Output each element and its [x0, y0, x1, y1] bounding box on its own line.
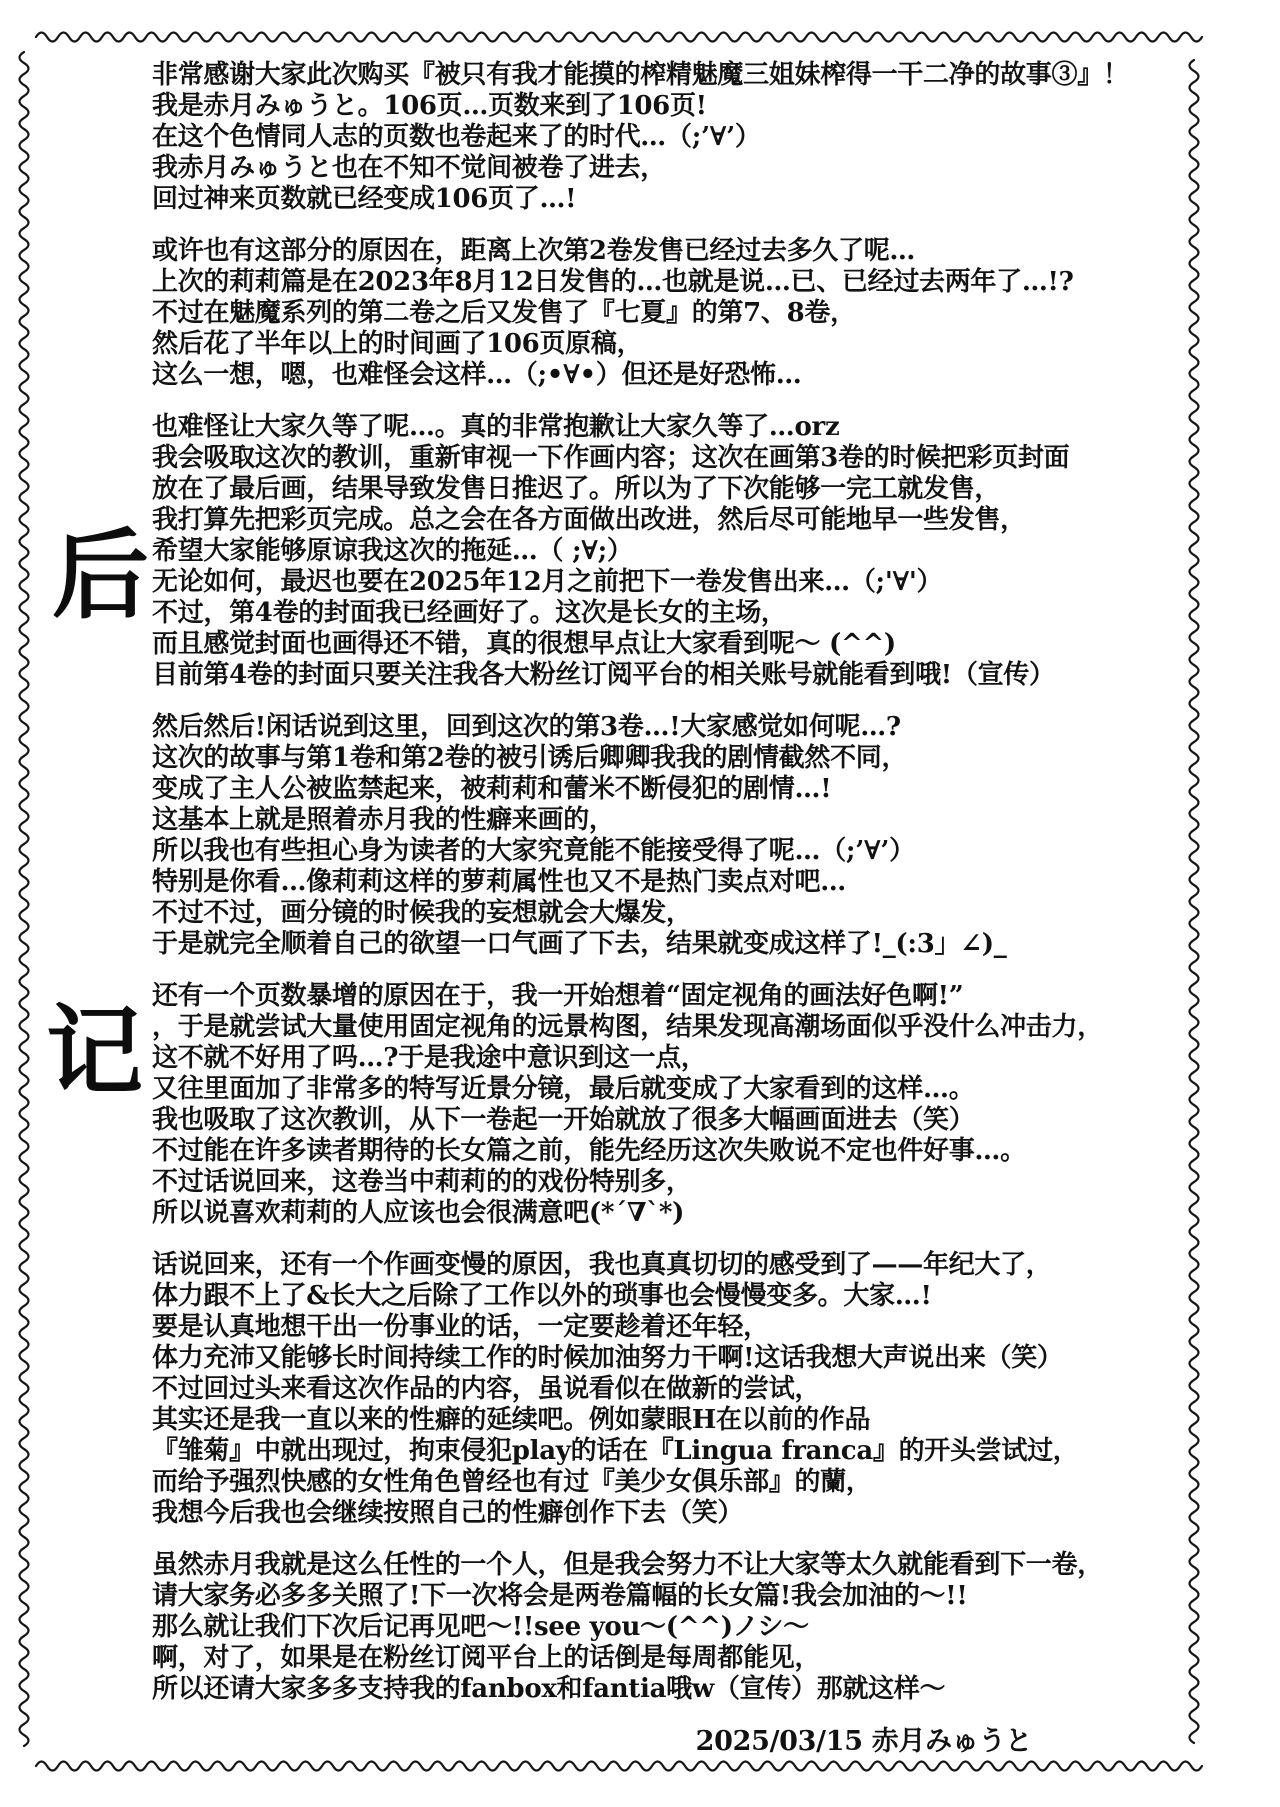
- afterword-body: [152, 60, 1164, 1757]
- text-line: 其实还是我一直以来的性癖的延续吧。例如蒙眼H在以前的作品: [152, 1405, 871, 1435]
- text-line: 而且感觉封面也画得还不错，真的很想早点让大家看到呢～ (^^): [152, 629, 896, 659]
- afterword-title-char-top: 后: [52, 518, 149, 632]
- text-line: 体力充沛又能够长时间持续工作的时候加油努力干啊!这话我想大声说出来（笑）: [152, 1343, 1063, 1373]
- text-line: 这不就不好用了吗…?于是我途中意识到这一点，: [152, 1043, 707, 1073]
- afterword-title-char-bottom: 记: [46, 994, 143, 1108]
- text-line: 这基本上就是照着赤月我的性癖来画的，: [152, 805, 615, 835]
- paragraph: [152, 412, 1164, 691]
- text-line: 我是赤月みゅうと。106页…页数来到了106页!: [152, 91, 707, 121]
- text-line: 不过话说回来，这卷当中莉莉的的戏份特别多，: [152, 1167, 692, 1197]
- text-line: 我赤月みゅうと也在不知不觉间被卷了进去，: [152, 153, 667, 183]
- text-line: 虽然赤月我就是这么任性的一个人，但是我会努力不让大家等太久就能看到下一卷，: [152, 1550, 1103, 1580]
- text-line: 『雏菊』中就出现过，拘束侵犯play的话在『Lingua franca』的开头尝试过，: [152, 1436, 1079, 1466]
- paragraph: [152, 981, 1164, 1229]
- text-line: 目前第4卷的封面只要关注我各大粉丝订阅平台的相关账号就能看到哦!（宣传）: [152, 660, 1055, 690]
- text-line: 这么一想，嗯，也难怪会这样…（;•∀•）但还是好恐怖…: [152, 360, 802, 390]
- text-line: 不过不过，画分镜的时候我的妄想就会大爆发，: [152, 898, 692, 928]
- text-line: 我会吸取这次的教训，重新审视一下作画内容；这次在画第3卷的时候把彩页封面: [152, 443, 1070, 473]
- border-left-wave: [18, 52, 30, 1750]
- text-line: 希望大家能够原谅我这次的拖延…（ ;∀;）: [152, 536, 633, 566]
- text-line: 非常感谢大家此次购买『被只有我才能摸的榨精魅魔三姐妹榨得一干二净的故事③』！: [152, 60, 1129, 90]
- text-line: 还有一个页数暴增的原因在于，我一开始想着“固定视角的画法好色啊!”: [152, 981, 964, 1011]
- text-line: 所以还请大家多多支持我的fanbox和fantia哦w（宣传）那就这样～: [152, 1674, 946, 1704]
- text-line: 变成了主人公被监禁起来，被莉莉和蕾米不断侵犯的剧情…!: [152, 774, 832, 804]
- text-line: 也难怪让大家久等了呢…。真的非常抱歉让大家久等了…orz: [152, 412, 840, 442]
- text-line: 然后然后!闲话说到这里，回到这次的第3卷…!大家感觉如何呢…?: [152, 712, 901, 742]
- paragraph: [152, 1250, 1164, 1529]
- text-line: 不过能在许多读者期待的长女篇之前，能先经历这次失败说不定也件好事…。: [152, 1136, 1026, 1166]
- text-line: 那么就让我们下次后记再见吧～!!see you～(^^)ノシ～: [152, 1612, 809, 1642]
- paragraph: [152, 60, 1164, 215]
- text-line: 所以说喜欢莉莉的人应该也会很满意吧(*´∇`*): [152, 1198, 685, 1228]
- text-line: 回过神来页数就已经变成106页了…!: [152, 184, 577, 214]
- text-line: 请大家务必多多关照了!下一次将会是两卷篇幅的长女篇!我会加油的～!!: [152, 1581, 968, 1611]
- text-line: 而给予强烈快感的女性角色曾经也有过『美少女俱乐部』的蘭，: [152, 1467, 872, 1497]
- paragraph: [152, 1550, 1164, 1705]
- text-line: 或许也有这部分的原因在，距离上次第2卷发售已经过去多久了呢…: [152, 236, 916, 266]
- text-line: 话说回来，还有一个作画变慢的原因，我也真真切切的感受到了——年纪大了，: [152, 1250, 1052, 1280]
- text-line: 我想今后我也会继续按照自己的性癖创作下去（笑）: [152, 1498, 744, 1528]
- paragraph-container: [152, 60, 1164, 1705]
- date-signature: 2025/03/15 赤月みゅうと: [695, 1726, 1032, 1757]
- text-line: 又往里面加了非常多的特写近景分镜，最后就变成了大家看到的这样…。: [152, 1074, 975, 1104]
- text-line: 无论如何，最迟也要在2025年12月之前把下一卷发售出来…（;'∀'）: [152, 567, 943, 597]
- paragraph: [152, 712, 1164, 960]
- text-line: 不过在魅魔系列的第二卷之后又发售了『七夏』的第7、8卷，: [152, 298, 856, 328]
- text-line: 特别是你看…像莉莉这样的萝莉属性也又不是热门卖点对吧…: [152, 867, 846, 897]
- text-line: 这次的故事与第1卷和第2卷的被引诱后卿卿我我的剧情截然不同，: [152, 743, 908, 773]
- paragraph: [152, 236, 1164, 391]
- border-bottom-wave: [36, 1760, 1212, 1772]
- border-top-wave: [36, 31, 1212, 43]
- text-line: 上次的莉莉篇是在2023年8月12日发售的…也就是说…已、已经过去两年了…!?: [152, 267, 1074, 297]
- text-line: 所以我也有些担心身为读者的大家究竟能不能接受得了呢…（;’∀’）: [152, 836, 915, 866]
- text-line: 啊，对了，如果是在粉丝订阅平台上的话倒是每周都能见，: [152, 1643, 821, 1673]
- text-line: 于是就完全顺着自己的欲望一口气画了下去，结果就变成这样了!_(:3」∠)_: [152, 929, 1007, 959]
- text-line: 放在了最后画，结果导致发售日推迟了。所以为了下次能够一完工就发售，: [152, 474, 1001, 504]
- text-line: 在这个色情同人志的页数也卷起来了的时代…（;’∀’）: [152, 122, 761, 152]
- text-line: ，于是就尝试大量使用固定视角的远景构图，结果发现高潮场面似乎没什么冲击力，: [152, 1012, 1103, 1042]
- text-line: 然后花了半年以上的时间画了106页原稿，: [152, 329, 643, 359]
- text-line: 体力跟不上了&长大之后除了工作以外的琐事也会慢慢变多。大家…!: [152, 1281, 932, 1311]
- text-line: 不过回过头来看这次作品的内容，虽说看似在做新的尝试，: [152, 1374, 821, 1404]
- border-right-wave: [1188, 60, 1200, 1750]
- text-line: 我打算先把彩页完成。总之会在各方面做出改进，然后尽可能地早一些发售，: [152, 505, 1026, 535]
- text-line: 不过，第4卷的封面我已经画好了。这次是长女的主场，: [152, 598, 787, 628]
- text-line: 要是认真地想干出一份事业的话，一定要趁着还年轻，: [152, 1312, 769, 1342]
- text-line: 我也吸取了这次教训，从下一卷起一开始就放了很多大幅画面进去（笑）: [152, 1105, 975, 1135]
